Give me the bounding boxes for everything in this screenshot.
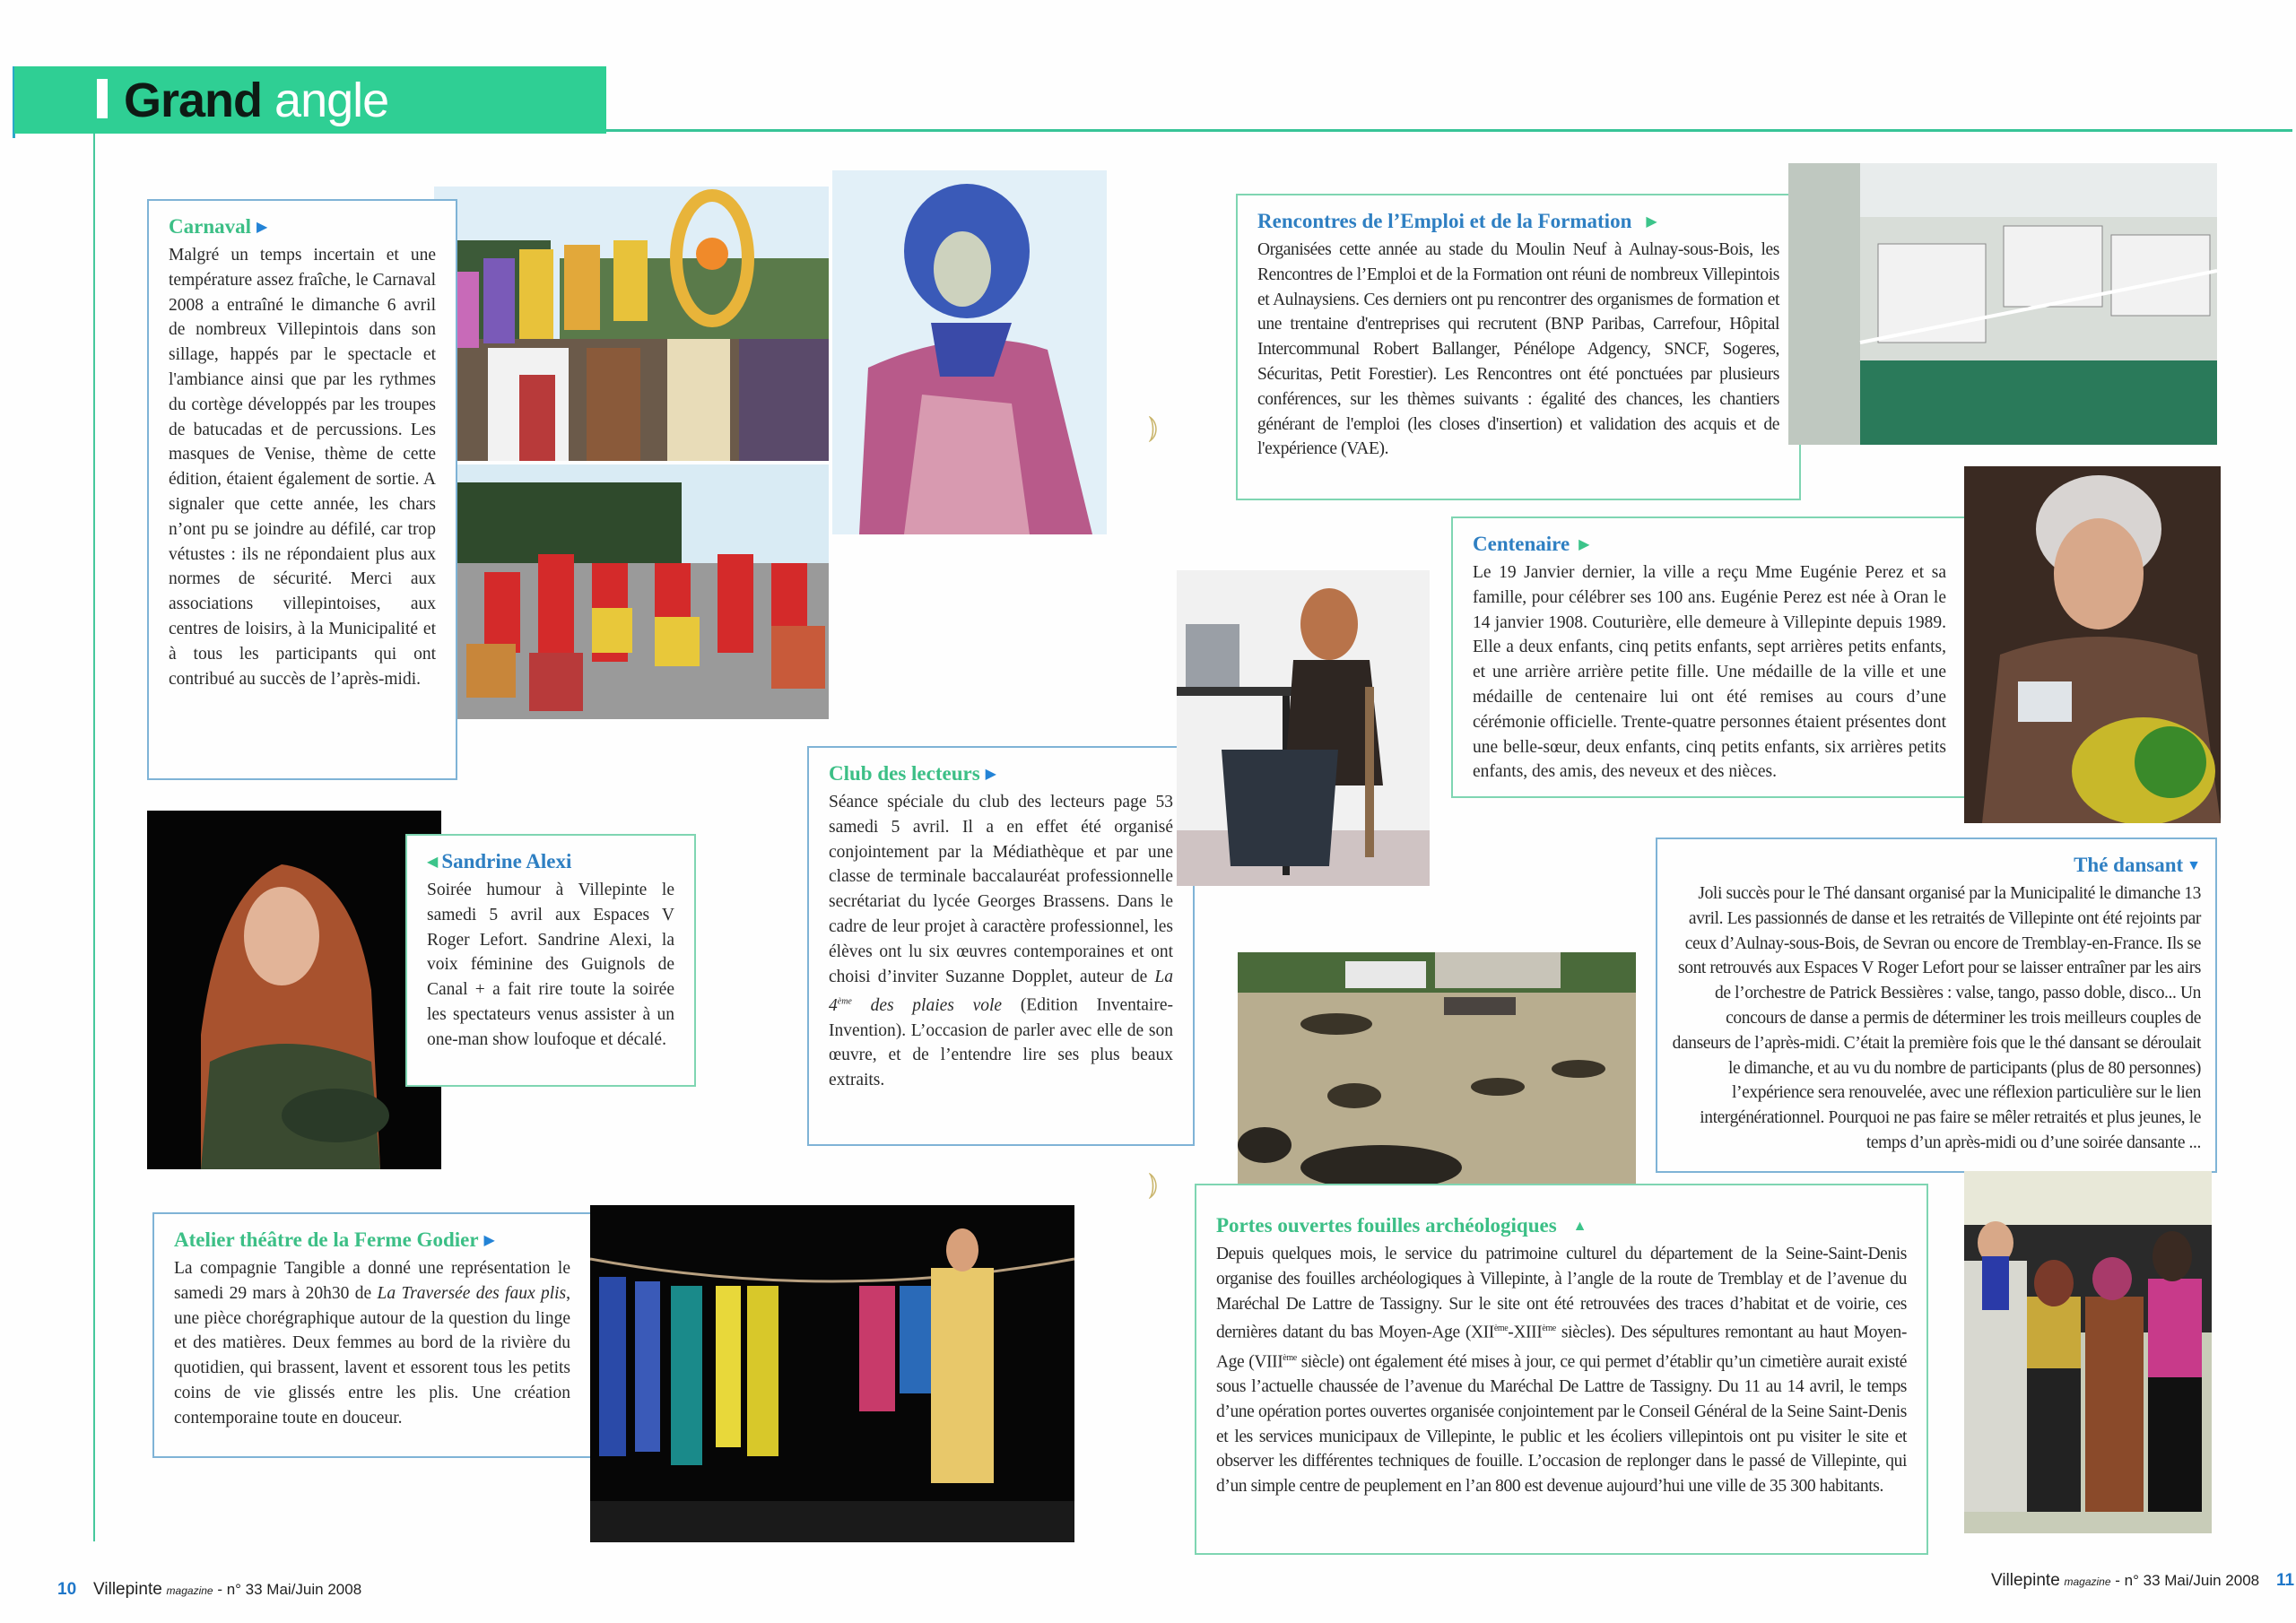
footer-left (57, 1580, 361, 1600)
article-club-title (829, 760, 1173, 788)
article-fouilles-title (1216, 1212, 1907, 1240)
title-text: Rencontres de l’Emploi et de la Formation (1257, 210, 1632, 232)
article-atelier-title (174, 1227, 570, 1254)
title-text: Carnaval (169, 215, 251, 238)
section-title-bold: Grand (124, 74, 263, 127)
body-text: -XIII (1508, 1323, 1543, 1342)
article-carnaval-body: Malgré un temps incertain et une température assez fraîche, le Carnaval 2008 a entraîné le dimanche 6 avril de nombreux Villepintois dans son sillage, happés par le spectacle et l'ambiance ainsi que par les rythmes du cortège développés par les troupes de batucadas et de percussions. Les masques de Venise, thème de cette édition, étaient également de sortie. A signaler que cette année, les chars n’ont pu se joindre au défilé, car trop vétustes : ils ne répondaient plus aux normes de sécurité. Merci aux associations villepintoises, aux centres de loisirs, à la Municipalité et à tous les participants qui ont contribué au succès de l’après-midi. (169, 246, 436, 689)
book-title-part: des plaies vole (851, 995, 1003, 1015)
footer-brand: Villepinte (1991, 1571, 2060, 1590)
section-title-light: angle (274, 74, 389, 127)
footer-issue: - n° 33 Mai/Juin 2008 (217, 1581, 362, 1598)
article-centenaire-title (1473, 531, 1946, 559)
title-text: Thé dansant (2074, 854, 2184, 876)
ordinal-sup: ème (1493, 1324, 1509, 1334)
body-text: siècle) ont également été mises à jour, ce qui permet d’établir qu’un cimetière aurait existé sous l’actuelle chaussée de l’avenue du Maréchal De Lattre de Tassigny. Du 11 au 14 avril, le temps d’une opération portes ouvertes organisée conjointement par le Conseil Général de la Seine Saint-Denis et les services municipaux de Villepinte, le public et les écoliers villepintois ont pu visiter le site et observer les différentes techniques de fouille. L’occasion de replonger dans le passé de Villepinte, qui d’un simple centre de peuplement en l’an 800 est devenue aujourd’hui une ville de 35 300 habitants. (1216, 1352, 1907, 1497)
ordinal-sup: ème (1283, 1352, 1297, 1363)
article-sandrine-alexi (405, 834, 696, 1087)
photo-venice-mask (832, 170, 1107, 534)
article-sandrine-title (427, 848, 674, 876)
photo-centenarian (1964, 466, 2221, 823)
title-text: Sandrine Alexi (441, 850, 572, 872)
photo-carnaval-drummers (448, 464, 829, 719)
footer-brand: Villepinte (93, 1580, 162, 1599)
article-the-dansant (1656, 838, 2217, 1173)
page-number-right: 11 (2276, 1571, 2295, 1590)
footer-magazine: magazine (2064, 1575, 2111, 1588)
right-triangle-icon: ▶ (1646, 214, 1657, 230)
article-club-body (829, 790, 1173, 1093)
article-atelier-theatre (152, 1212, 592, 1458)
title-text: Atelier théâtre de la Ferme Godier (174, 1228, 479, 1251)
article-fouilles-body (1216, 1242, 1907, 1499)
article-portes-ouvertes-fouilles (1195, 1184, 1928, 1555)
book-title-sup: ème (837, 996, 852, 1007)
up-triangle-icon: ▲ (1572, 1219, 1587, 1234)
title-text: Portes ouvertes fouilles archéologiques (1216, 1214, 1557, 1237)
photo-archaeological-dig (1238, 952, 1636, 1194)
footer-issue: - n° 33 Mai/Juin 2008 (2115, 1572, 2260, 1589)
right-triangle-icon: ▶ (1578, 537, 1590, 552)
ordinal-sup: ème (1542, 1324, 1556, 1334)
article-the-dansant-body: Joli succès pour le Thé dansant organisé par la Municipalité le dimanche 13 avril. Les passionnés de danse et les retraités de Villepinte ont été rejoints par ceux d’Aulnay-sous-Bois, de Sevran ou encore de Tremblay-en-France. Ils se sont retrouvés aux Espaces V Roger Lefort pour se laisser entraîner par les airs de l’orchestre de Patrick Bessières : valse, tango, passo doble, disco... Un concours de danse a permis de déterminer les trois meilleurs couples de danseurs de l’après-midi. C’était la première fois que le thé dansant se déroulait le dimanche, et au vu du nombre de participants (plus de 80 personnes) l’expérience sera renouvelée, avec une réflexion particulière sur le lien intergénérationnel. Pourquoi ne pas faire se mêler retraités et plus jeunes, le temps d’un après-midi ou d’une soirée dansante ... (1672, 884, 2201, 1152)
article-atelier-body (174, 1256, 570, 1431)
article-carnaval-title (169, 213, 436, 241)
article-rencontres-title (1257, 208, 1779, 236)
play-title: La Traversée des faux plis (377, 1283, 567, 1303)
article-club-lecteurs (807, 746, 1195, 1146)
article-carnaval (147, 199, 457, 780)
right-triangle-icon: ▶ (483, 1233, 495, 1248)
left-margin-rule (93, 134, 95, 1541)
body-text: Séance spéciale du club des lecteurs page 53 samedi 5 avril. Il a en effet été organisé conjointement par la Médiathèque et par une classe de terminale baccalauréat professionnelle secrétariat du lycée Georges Brassens. Dans le cadre de leur projet à caractère professionnel, les élèves ont lu six œuvres contemporaines et ont choisi d’inviter Suzanne Dopplet, auteur de (829, 793, 1173, 986)
footer-right (1991, 1571, 2294, 1591)
down-triangle-icon: ▼ (2187, 858, 2201, 873)
photo-sandrine-alexi (147, 811, 441, 1169)
section-header-bar (97, 79, 108, 118)
title-text: Club des lecteurs (829, 762, 980, 785)
title-text: Centenaire (1473, 533, 1570, 555)
photo-dance-contest-winners (1964, 1171, 2212, 1533)
page-number-left: 10 (57, 1580, 77, 1599)
left-triangle-icon: ◀ (427, 855, 439, 870)
article-the-dansant-title (1670, 852, 2201, 880)
photo-job-fair-hall (1788, 163, 2217, 445)
photo-carnaval-parade (434, 187, 829, 461)
photo-reader-at-desk (1177, 570, 1430, 886)
header-rule (606, 129, 2292, 132)
page-fold-mark: ⦆ (1148, 409, 1159, 445)
footer-magazine: magazine (166, 1584, 213, 1597)
article-centenaire-body: Le 19 Janvier dernier, la ville a reçu Mme Eugénie Perez et sa famille, pour célébrer ses 100 ans. Eugénie Perez est née à Oran le 14 janvier 1908. Couturière, elle demeure à Villepinte depuis 1989. Elle a deux enfants, cinq petits enfants, sept arrières petits enfants, et une arrière arrière petite fille. Une médaille de la ville et une médaille de centenaire lui ont été remises au cours d’une cérémonie officielle. Trente-quatre personnes étaient présentes dont une belle-sœur, deux enfants, cinq petits enfants, six arrières petits enfants, des amis, des neveux et des nièces. (1473, 563, 1946, 782)
body-text: , une pièce chorégraphique autour de la question du linge et des matières. Deux femmes au bord de la rivière du quotidien, qui brassent, lavent et essorent tous les petits coins de vie glissés entre les plis. Une création contemporaine toute en douceur. (174, 1283, 570, 1428)
right-triangle-icon: ▶ (985, 767, 996, 782)
body-text: siècles). Des sépultures remontant au haut Moyen-Age (VIII (1216, 1323, 1907, 1372)
article-rencontres-emploi (1236, 194, 1801, 500)
body-text: Depuis quelques mois, le service du patrimoine culturel du département de la Seine-Saint-Denis organise des fouilles archéologiques à Villepinte, à l’angle de la route de Tremblay et de l’avenue du Maréchal De Lattre de Tassigny. Sur le site ont été retrouvées des traces d’habitat et de voirie, ces dernières datant du bas Moyen-Age (XII (1216, 1245, 1907, 1342)
photo-theatre-stage (590, 1205, 1074, 1542)
section-title (124, 65, 388, 136)
page-fold-mark: ⦆ (1148, 1166, 1159, 1202)
article-centenaire (1451, 516, 1968, 798)
body-text: La compagnie Tangible a donné une représentation le samedi 29 mars à 20h30 de (174, 1259, 570, 1303)
body-text: (Edition Inventaire-Invention). L’occasion de parler avec elle de son œuvre, et de l’entendre lire ses plus beaux extraits. (829, 995, 1173, 1090)
article-rencontres-body: Organisées cette année au stade du Moulin Neuf à Aulnay-sous-Bois, les Rencontres de l’Emploi et de la Formation ont réuni de nombreux Villepintois et Aulnaysiens. Ces derniers ont pu rencontrer des organismes de formation et une trentaine d'entreprises qui recrutent (BNP Paribas, Carrefour, Hôpital Intercommunal Robert Ballanger, Pénélope Adgency, SNCF, Sogeres, Sécuritas, Petit Forestier). Les Rencontres ont été ponctuées par plusieurs conférences, sur les thèmes suivants : égalité des chances, les chantiers générant de l'emploi (les closes d'insertion) et validation des acquis et de l'expérience (VAE). (1257, 240, 1779, 459)
book-title-part: La 4 (829, 967, 1173, 1015)
right-triangle-icon: ▶ (257, 220, 268, 235)
article-sandrine-body: Soirée humour à Villepinte le samedi 5 avril aux Espaces V Roger Lefort. Sandrine Alexi, la voix féminine des Guignols de Canal + a fait rire toute la soirée les spectateurs venus assister à un one-man show loufoque et décalé. (427, 881, 674, 1049)
